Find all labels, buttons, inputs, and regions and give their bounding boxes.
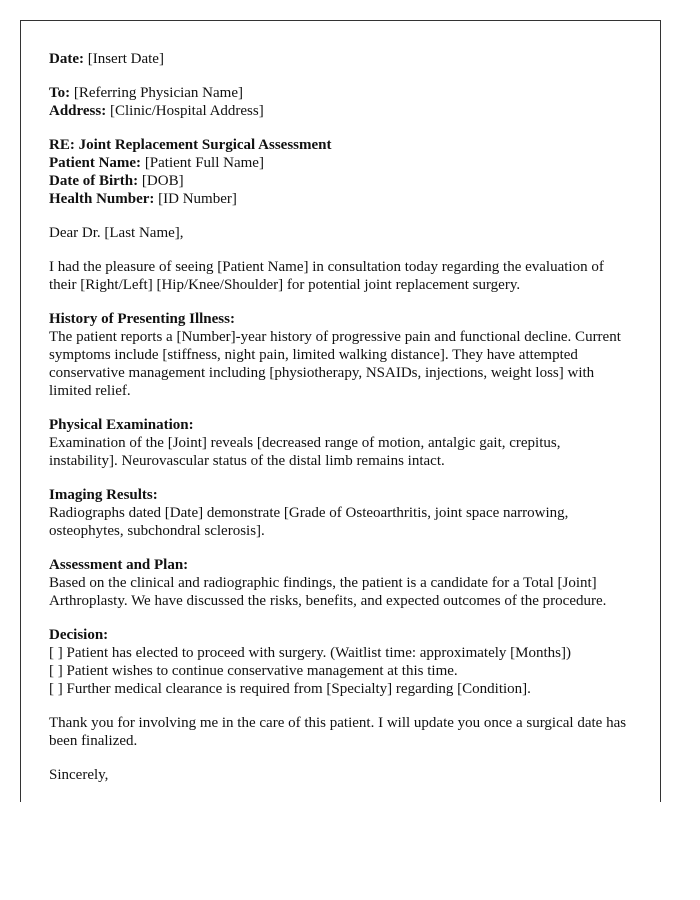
sign-off [49, 766, 632, 784]
date-block [49, 50, 632, 68]
section-decision [49, 626, 632, 698]
section-title: History of Presenting Illness: [49, 311, 235, 327]
salutation-text: Dear Dr. [Last Name], [49, 225, 184, 241]
section-assessment-plan [49, 556, 632, 610]
patient-name-label: Patient Name: [49, 155, 142, 171]
letter-page [20, 20, 661, 802]
date-line [49, 50, 632, 68]
section-body: Based on the clinical and radiographic findings, the patient is a candidate for a Total [Joint] Arthroplasty. We have discussed the risks, benefits, and expected outcomes of the procedure. [49, 575, 607, 609]
decision-option-conservative: [ ] Patient wishes to continue conservative management at this time. [49, 663, 458, 679]
date-label: Date: [49, 51, 84, 67]
section-title: Physical Examination: [49, 417, 194, 433]
address-label: Address: [49, 103, 107, 119]
section-title: Assessment and Plan: [49, 557, 189, 573]
salutation [49, 224, 632, 242]
dob-value: [DOB] [141, 173, 184, 189]
dob-label: Date of Birth: [49, 173, 139, 189]
to-line [49, 84, 632, 102]
decision-option-proceed: [ ] Patient has elected to proceed with surgery. (Waitlist time: approximately [Months]) [49, 645, 571, 661]
intro-paragraph [49, 258, 632, 294]
address-value: [Clinic/Hospital Address] [109, 103, 264, 119]
health-number-value: [ID Number] [158, 191, 237, 207]
dob-line [49, 172, 632, 190]
sign-off-text: Sincerely, [49, 767, 109, 783]
section-history [49, 310, 632, 400]
re-subject: RE: Joint Replacement Surgical Assessment [49, 137, 332, 153]
closing-paragraph [49, 714, 632, 750]
section-body: Examination of the [Joint] reveals [decreased range of motion, antalgic gait, crepitus, instability]. Neurovascular status of the distal limb remains intact. [49, 435, 561, 469]
recipient-block [49, 84, 632, 120]
patient-name-value: [Patient Full Name] [144, 155, 264, 171]
address-line [49, 102, 632, 120]
health-number-label: Health Number: [49, 191, 155, 207]
to-value: [Referring Physician Name] [73, 85, 243, 101]
section-imaging [49, 486, 632, 540]
section-body: The patient reports a [Number]-year history of progressive pain and functional decline. Current symptoms include [stiffness, night pain, limited walking distance]. They have attempted conservative management including [physiotherapy, NSAIDs, injections, weight loss] with limited relief. [49, 329, 621, 399]
patient-name-line [49, 154, 632, 172]
health-number-line [49, 190, 632, 208]
section-physical-exam [49, 416, 632, 470]
section-body: Radiographs dated [Date] demonstrate [Grade of Osteoarthritis, joint space narrowing, osteophytes, subchondral sclerosis]. [49, 505, 569, 539]
section-title: Imaging Results: [49, 487, 158, 503]
date-value: [Insert Date] [87, 51, 164, 67]
decision-option-clearance: [ ] Further medical clearance is required from [Specialty] regarding [Condition]. [49, 681, 531, 697]
reference-block [49, 136, 632, 208]
decision-title: Decision: [49, 627, 109, 643]
to-label: To: [49, 85, 71, 101]
closing-text: Thank you for involving me in the care of this patient. I will update you once a surgical date has been finalized. [49, 715, 627, 749]
intro-text: I had the pleasure of seeing [Patient Name] in consultation today regarding the evaluation of their [Right/Left] [Hip/Knee/Shoulder] for potential joint replacement surgery. [49, 259, 604, 293]
